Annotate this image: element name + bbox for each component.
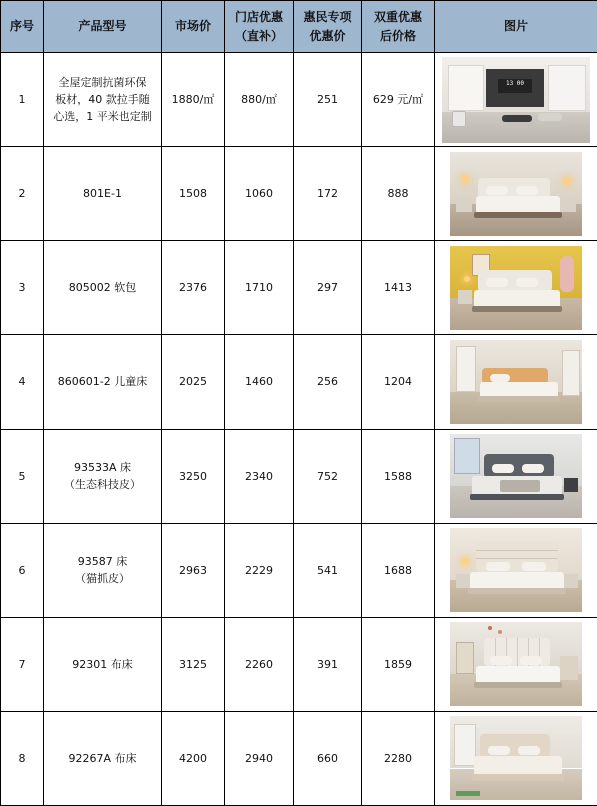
header-final-price xyxy=(362,1,435,53)
cell-final-price: 1204 xyxy=(362,335,435,429)
header-row xyxy=(1,1,597,53)
cell-final-price: 1588 xyxy=(362,429,435,523)
cell-final-price: 888 xyxy=(362,147,435,241)
cell-final-price: 629 元/㎡ xyxy=(362,53,435,147)
cell-model xyxy=(44,523,162,617)
cell-market-price: 2025 xyxy=(162,335,225,429)
bed-photo xyxy=(450,152,582,236)
cell-model xyxy=(44,147,162,241)
cell-final-price: 1413 xyxy=(362,241,435,335)
cell-gov-discount: 660 xyxy=(294,711,362,805)
table-row xyxy=(1,429,597,523)
cell-image xyxy=(435,147,597,241)
cell-image xyxy=(435,617,597,711)
cell-seq: 5 xyxy=(1,429,44,523)
cell-gov-discount: 251 xyxy=(294,53,362,147)
cell-store-discount: 2229 xyxy=(225,523,294,617)
header-store-discount xyxy=(225,1,294,53)
cell-image xyxy=(435,241,597,335)
table-row xyxy=(1,523,597,617)
cell-seq: 7 xyxy=(1,617,44,711)
cell-model xyxy=(44,241,162,335)
tv-clock-text: 13 00 xyxy=(498,79,532,93)
bed-photo xyxy=(450,716,582,800)
cell-final-price: 2280 xyxy=(362,711,435,805)
cell-final-price: 1859 xyxy=(362,617,435,711)
header-store-discount-line1: 门店优惠 xyxy=(234,9,283,24)
table-row xyxy=(1,711,597,805)
cell-model-line: （猫抓皮） xyxy=(75,572,130,586)
cell-store-discount: 1060 xyxy=(225,147,294,241)
cell-gov-discount: 256 xyxy=(294,335,362,429)
header-image: 图片 xyxy=(435,1,597,53)
cell-model xyxy=(44,429,162,523)
cell-model-line: 805002 软包 xyxy=(68,281,137,295)
cell-model-line: （生态科技皮） xyxy=(64,478,141,492)
header-final-price-line2: 后价格 xyxy=(379,28,416,43)
kids-bed-photo xyxy=(450,340,582,424)
cell-market-price: 2376 xyxy=(162,241,225,335)
cell-seq: 1 xyxy=(1,53,44,147)
cell-model-line: 板材，40 款拉手随 xyxy=(55,93,150,107)
cell-model xyxy=(44,711,162,805)
cell-seq: 6 xyxy=(1,523,44,617)
header-store-discount-line2: （直补） xyxy=(234,28,283,43)
cell-image xyxy=(435,429,597,523)
cell-model xyxy=(44,617,162,711)
bed-photo xyxy=(450,246,582,330)
header-gov-discount-line2: 优惠价 xyxy=(309,28,346,43)
cell-model xyxy=(44,53,162,147)
cell-market-price: 1508 xyxy=(162,147,225,241)
cell-market-price: 2963 xyxy=(162,523,225,617)
cell-model-line: 92267A 布床 xyxy=(68,751,137,765)
table-row xyxy=(1,53,597,147)
cell-seq: 2 xyxy=(1,147,44,241)
cell-gov-discount: 541 xyxy=(294,523,362,617)
header-model: 产品型号 xyxy=(44,1,162,53)
cell-model xyxy=(44,335,162,429)
cell-final-price: 1688 xyxy=(362,523,435,617)
cell-model-line: 801E-1 xyxy=(83,187,122,201)
cell-market-price: 4200 xyxy=(162,711,225,805)
cell-seq: 3 xyxy=(1,241,44,335)
cell-seq: 4 xyxy=(1,335,44,429)
cell-image xyxy=(435,53,597,147)
cell-market-price: 3250 xyxy=(162,429,225,523)
table-row xyxy=(1,617,597,711)
cell-store-discount: 2340 xyxy=(225,429,294,523)
cell-gov-discount: 391 xyxy=(294,617,362,711)
living-room-cabinet-photo xyxy=(442,57,590,143)
cell-store-discount: 1710 xyxy=(225,241,294,335)
table-row xyxy=(1,241,597,335)
cell-market-price: 3125 xyxy=(162,617,225,711)
cell-image xyxy=(435,523,597,617)
header-seq: 序号 xyxy=(1,1,44,53)
bed-photo xyxy=(450,434,582,518)
cell-gov-discount: 172 xyxy=(294,147,362,241)
cell-model-line: 心选，1 平米也定制 xyxy=(53,110,152,124)
cell-image xyxy=(435,335,597,429)
table-row xyxy=(1,335,597,429)
cell-seq: 8 xyxy=(1,711,44,805)
cell-market-price: 1880/㎡ xyxy=(162,53,225,147)
cell-store-discount: 2940 xyxy=(225,711,294,805)
header-gov-discount-line1: 惠民专项 xyxy=(303,9,352,24)
cell-model-line: 全屋定制抗菌环保 xyxy=(58,76,147,90)
cell-gov-discount: 297 xyxy=(294,241,362,335)
header-final-price-line1: 双重优惠 xyxy=(373,9,422,24)
cell-store-discount: 880/㎡ xyxy=(225,53,294,147)
bed-photo xyxy=(450,622,582,706)
bed-photo xyxy=(450,528,582,612)
cell-model-line: 92301 布床 xyxy=(72,657,133,671)
cell-gov-discount: 752 xyxy=(294,429,362,523)
cell-model-line: 93533A 床 xyxy=(73,461,131,475)
cell-model-line: 93587 床 xyxy=(77,555,128,569)
cell-model-line: 860601-2 儿童床 xyxy=(57,375,148,389)
table-row xyxy=(1,147,597,241)
header-market-price: 市场价 xyxy=(162,1,225,53)
cell-store-discount: 1460 xyxy=(225,335,294,429)
cell-image xyxy=(435,711,597,805)
header-gov-discount xyxy=(294,1,362,53)
cell-store-discount: 2260 xyxy=(225,617,294,711)
